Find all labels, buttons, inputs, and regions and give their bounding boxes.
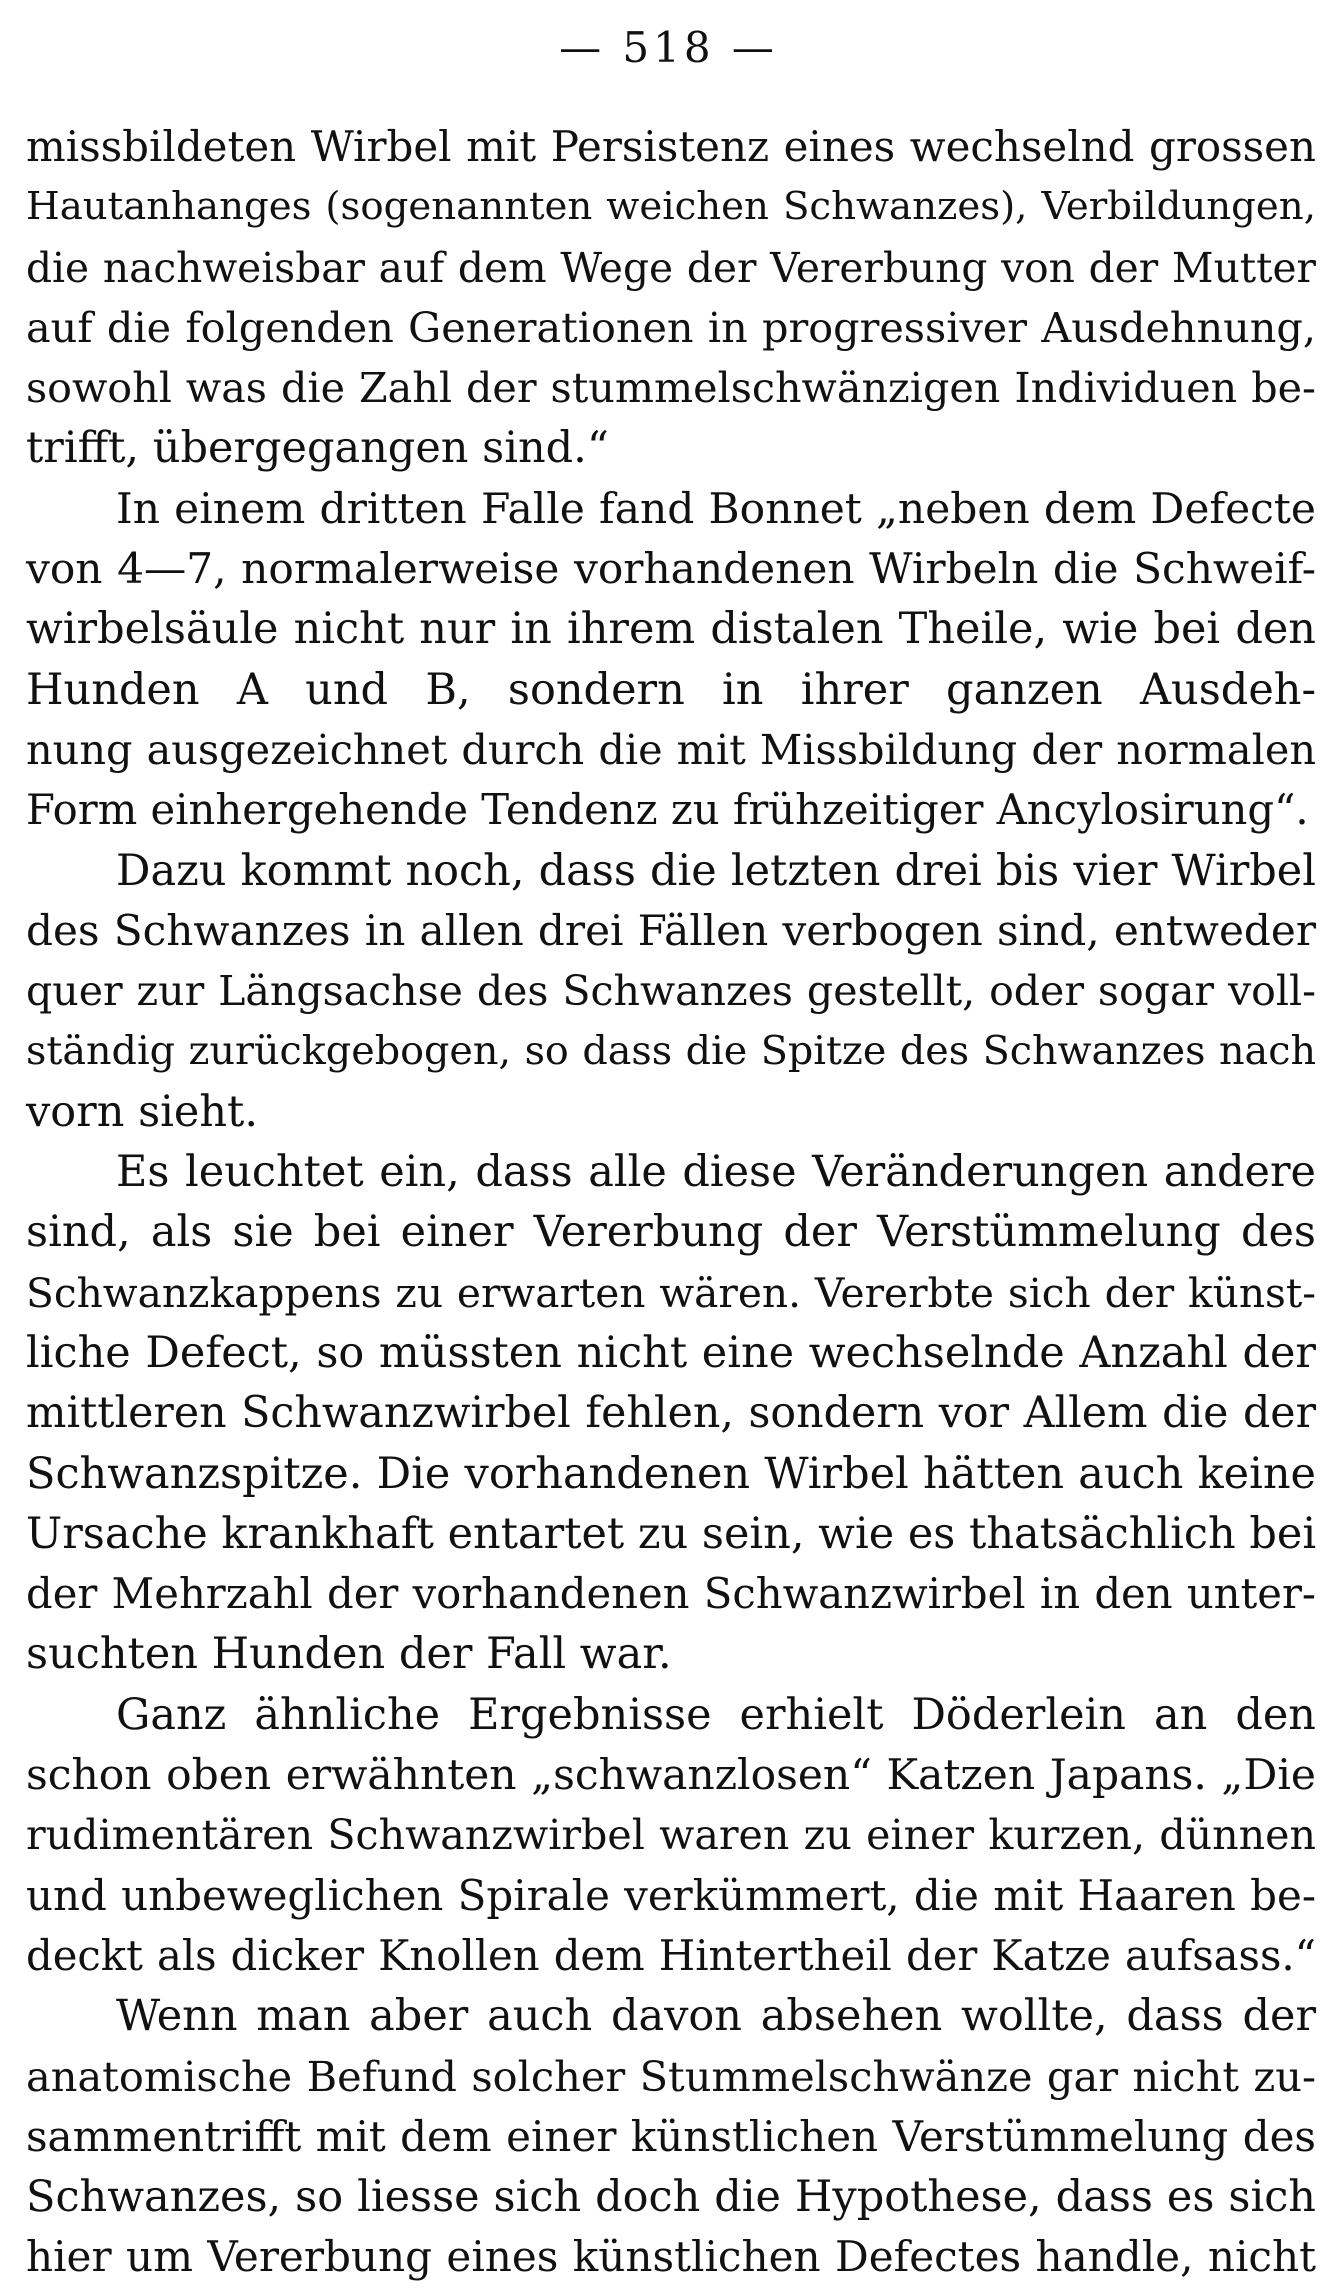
paragraph-1: [26, 117, 1316, 479]
text-line: quer zur Längsachse des Schwanzes gestellt, oder sogar voll-: [26, 967, 1316, 1016]
text-line: Dazu kommt noch, dass die letzten drei bis vier Wirbel: [116, 845, 1316, 896]
paragraph-4: [26, 1142, 1316, 1685]
paragraph-2: [26, 479, 1316, 841]
text-line: Wenn man aber auch davon absehen wollte, dass der: [116, 1991, 1316, 2042]
text-line: In einem dritten Falle fand Bonnet „neben dem Defecte: [116, 483, 1316, 533]
text-line: Schwanzes, so liesse sich doch die Hypothese, dass es sich: [26, 2172, 1316, 2223]
text-line: missbildeten Wirbel mit Persistenz eines wechselnd grossen: [26, 122, 1316, 171]
text-line: mittleren Schwanzwirbel fehlen, sondern vor Allem die der: [26, 1388, 1316, 1439]
text-line: Hunden A und B, sondern in ihrer ganzen Ausdeh-: [26, 664, 1316, 715]
text-line: Ganz ähnliche Ergebnisse erhielt Döderlein an den: [116, 1689, 1316, 1740]
text-line: deckt als dicker Knollen dem Hintertheil der Katze aufsass.“: [26, 1930, 1316, 1980]
text-line: die nachweisbar auf dem Wege der Vererbung von der Mutter: [26, 243, 1316, 292]
text-line: hier um Vererbung eines künstlichen Defectes handle, nicht: [26, 2232, 1316, 2282]
text-line: trifft, übergegangen sind.“: [26, 423, 609, 474]
text-line: anatomische Befund solcher Stummelschwänze gar nicht zu-: [26, 2051, 1316, 2101]
page-number: — 518 —: [559, 23, 778, 72]
text-line: sowohl was die Zahl der stummelschwänzigen Individuen be-: [26, 364, 1316, 413]
text-line: Schwanzspitze. Die vorhandenen Wirbel hätten auch keine: [26, 1448, 1316, 1499]
paragraph-6: [26, 1986, 1316, 2287]
paragraph-5: [26, 1685, 1316, 1986]
text-line: Form einhergehende Tendenz zu frühzeitiger Ancylosirung“.: [26, 785, 1309, 835]
text-line: Hautanhanges (sogenannten weichen Schwanzes), Verbildungen,: [26, 184, 1316, 230]
text-line: von 4—7, normalerweise vorhandenen Wirbeln die Schweif-: [26, 544, 1316, 594]
text-line: nung ausgezeichnet durch die mit Missbildung der normalen: [26, 725, 1316, 774]
text-line: Schwanzkappens zu erwarten wären. Vererbte sich der künst-: [26, 1268, 1316, 1317]
text-line: Es leuchtet ein, dass alle diese Veränderungen andere: [116, 1147, 1316, 1198]
text-line: rudimentären Schwanzwirbel waren zu einer kurzen, dünnen: [26, 1811, 1316, 1860]
text-line: ständig zurückgebogen, so dass die Spitze des Schwanzes nach: [26, 1028, 1316, 1075]
text-line: suchten Hunden der Fall war.: [26, 1629, 672, 1680]
text-line: sammentrifft mit dem einer künstlichen Verstümmelung des: [26, 2111, 1316, 2161]
text-line: wirbelsäule nicht nur in ihrem distalen Theile, wie bei den: [26, 604, 1316, 655]
text-line: Ursache krankhaft entartet zu sein, wie es thatsächlich bei: [26, 1508, 1317, 1559]
text-line: liche Defect, so müssten nicht eine wechselnde Anzahl der: [26, 1327, 1316, 1378]
body-text: [26, 117, 1316, 2288]
text-line: der Mehrzahl der vorhandenen Schwanzwirbel in den unter-: [26, 1569, 1316, 1619]
text-line: des Schwanzes in allen drei Fällen verbogen sind, entweder: [26, 905, 1316, 955]
text-line: auf die folgenden Generationen in progressiver Ausdehnung,: [26, 303, 1316, 352]
paragraph-3: [26, 841, 1316, 1142]
text-line: und unbeweglichen Spirale verkümmert, die mit Haaren be-: [26, 1870, 1316, 1920]
text-line: schon oben erwähnten „schwanzlosen“ Katzen Japans. „Die: [26, 1750, 1316, 1800]
text-line: sind, als sie bei einer Vererbung der Verstümmelung des: [26, 1207, 1316, 1258]
text-line: vorn sieht.: [26, 1086, 259, 1137]
